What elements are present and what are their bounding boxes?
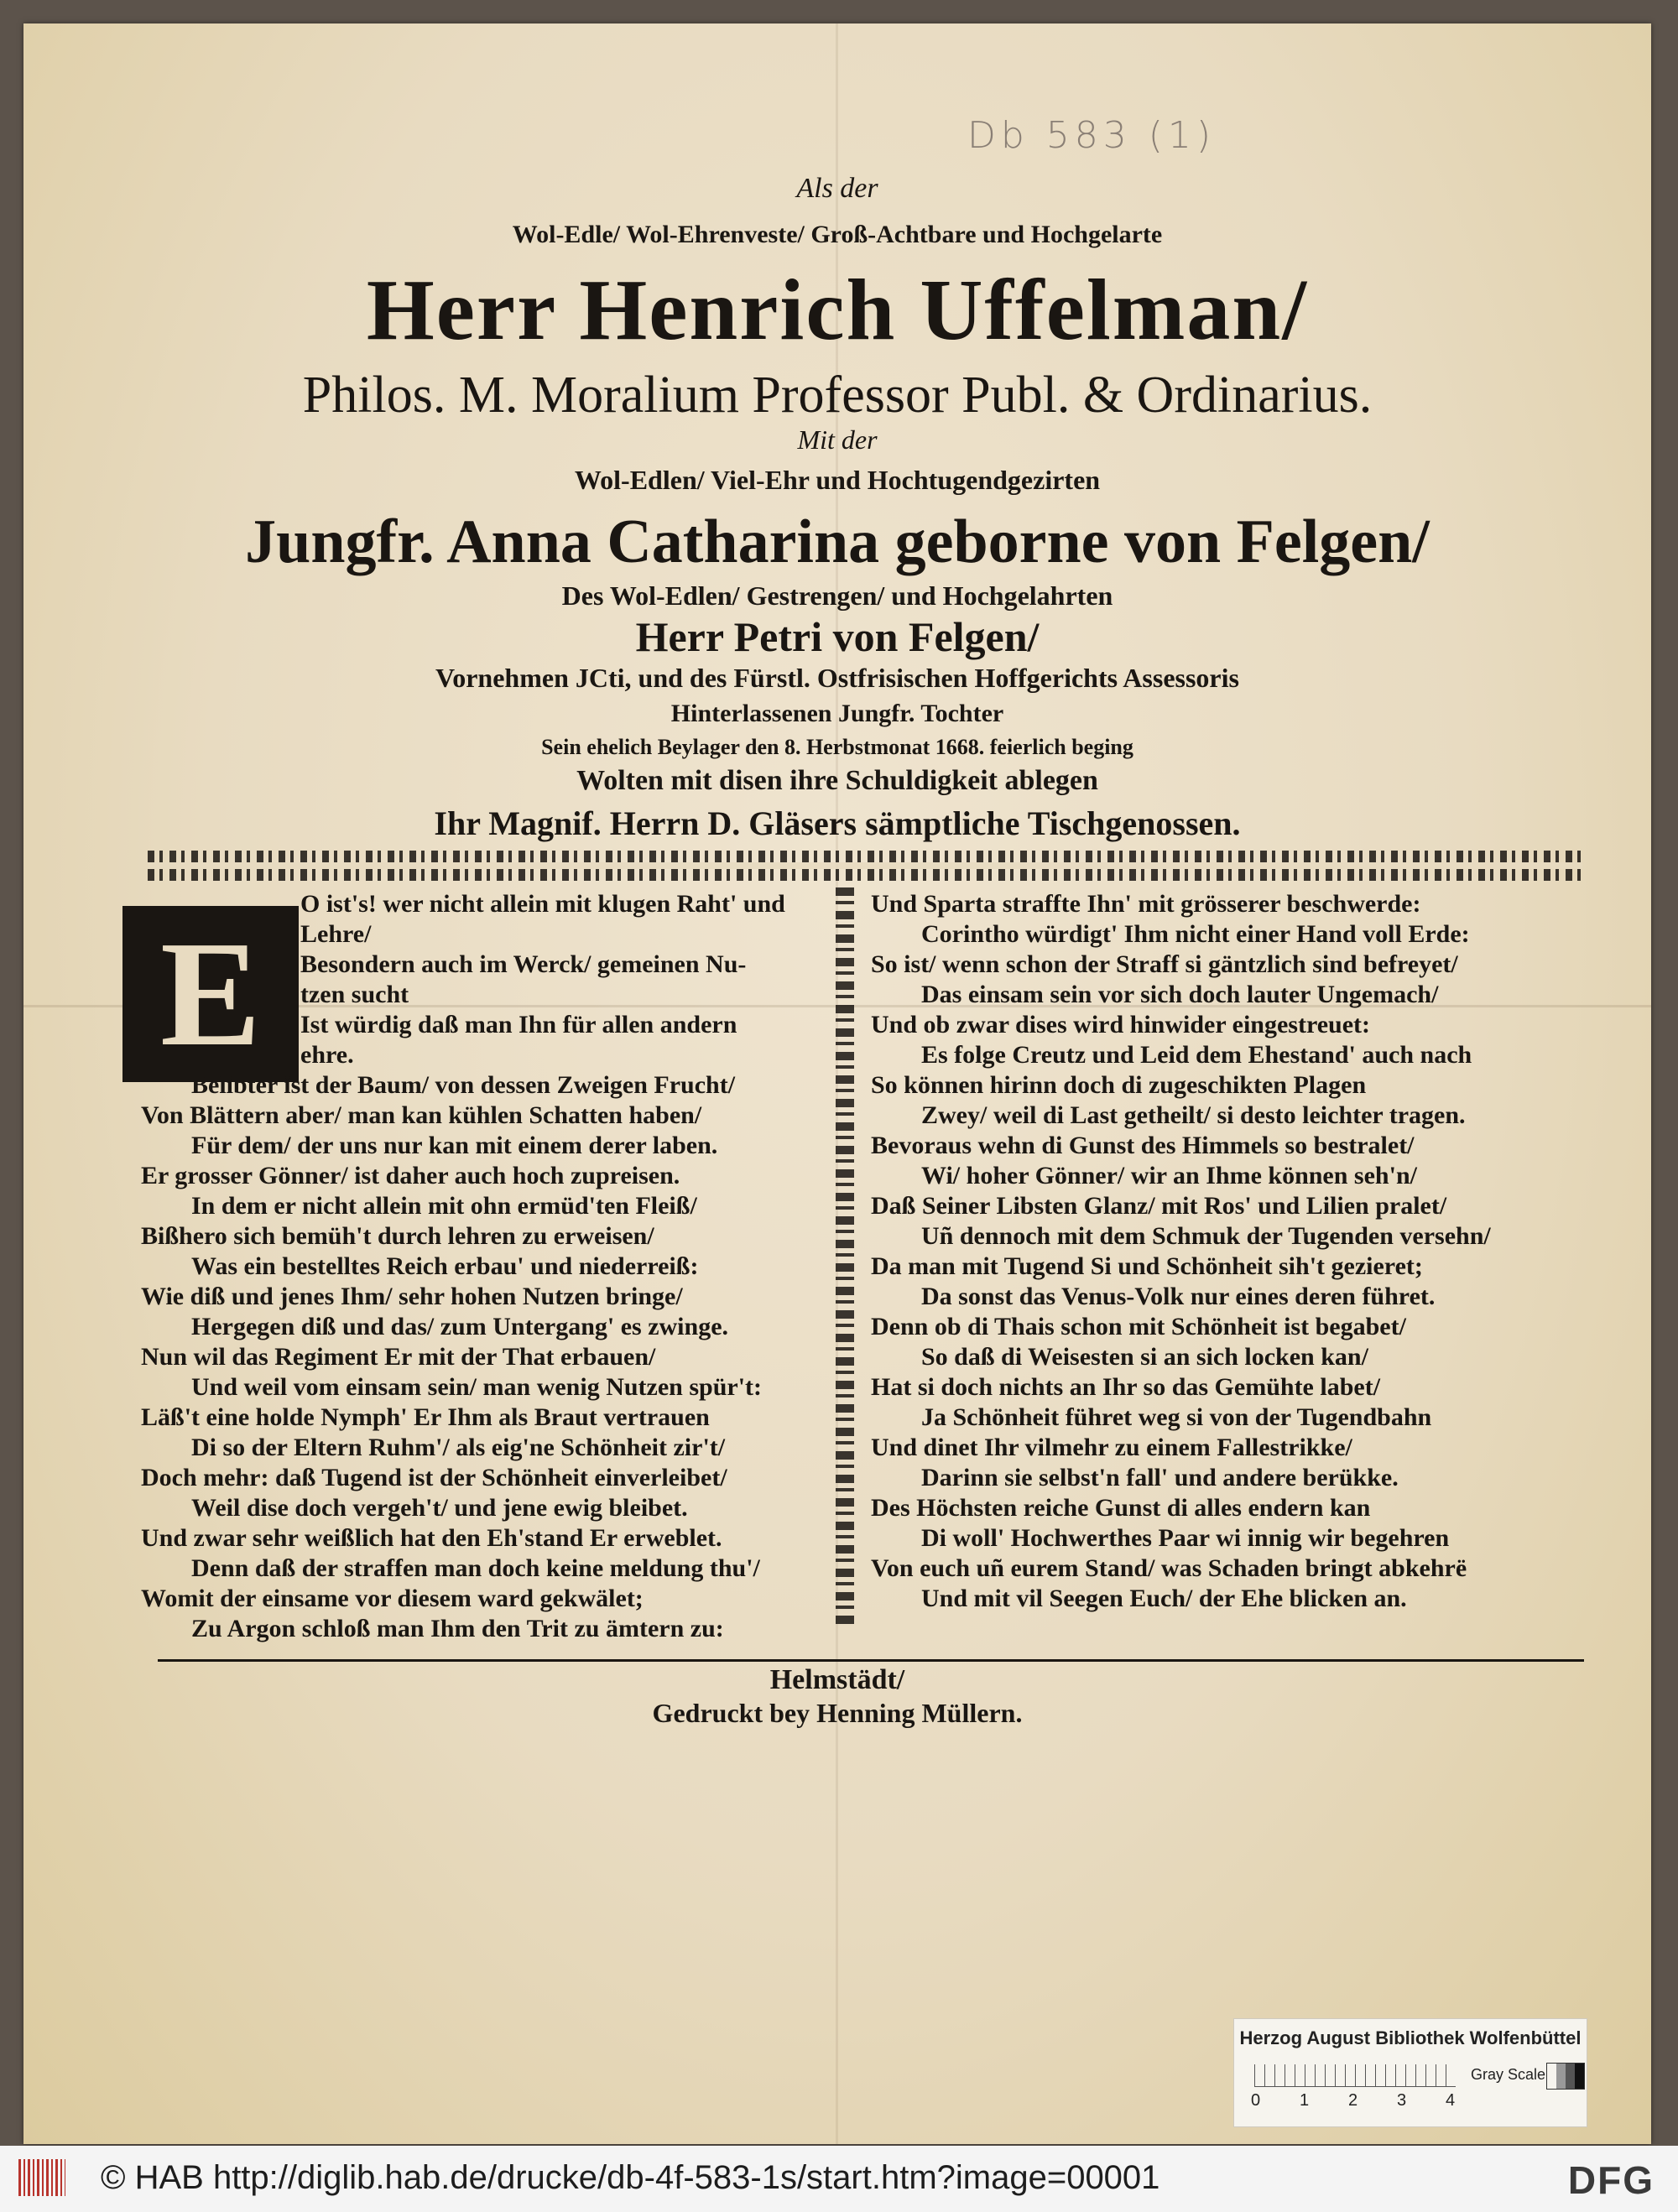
father-titles: Des Wol-Edlen/ Gestrengen/ und Hochgelahrten xyxy=(561,580,1113,611)
verse-line: Für dem/ der uns nur kan mit einem derer laben. xyxy=(191,1132,718,1159)
imprint-printer: Gedruckt bey Henning Müllern. xyxy=(652,1698,1023,1728)
authors-line: Ihr Magnif. Herrn D. Gläsers sämptliche Tischgenossen. xyxy=(434,804,1241,842)
verse-line: Di so der Eltern Ruhm'/ als eig'ne Schönheit zir't/ xyxy=(191,1434,726,1461)
verse-line: Nun wil das Regiment Er mit der That erbauen/ xyxy=(141,1343,656,1371)
verse-line: Und mit vil Seegen Euch/ der Ehe blicken an. xyxy=(921,1585,1407,1612)
verse-line: Hergegen diß und das/ zum Untergang' es zwinge. xyxy=(191,1313,729,1340)
card-title: Herzog August Bibliothek Wolfenbüttel xyxy=(1239,2027,1582,2048)
verse-line: Läß't eine holde Nymph' Er Ihm als Braut vertrauen xyxy=(141,1403,710,1431)
verse-line: Was ein bestelltes Reich erbau' und niederreiß: xyxy=(191,1252,699,1280)
verse-line: Zu Argon schloß man Ihm den Trit zu ämtern zu: xyxy=(191,1615,724,1642)
verse-line: Ja Schönheit führet weg si von der Tugendbahn xyxy=(921,1403,1432,1431)
heading-mit-der: Mit der xyxy=(797,424,878,455)
verse-line: Des Höchsten reiche Gunst di alles endern kan xyxy=(871,1494,1371,1522)
verse-line: Da sonst das Venus-Volk nur eines deren führet. xyxy=(921,1283,1436,1310)
ruler-scale xyxy=(1254,2064,1456,2087)
dedication-line: Wolten mit disen ihre Schuldigkeit ablegen xyxy=(576,765,1098,796)
verse-line: So ist/ wenn schon der Straff si gäntzlich sind befreyet/ xyxy=(871,950,1458,978)
verse-line: Denn daß der straffen man doch keine meldung thu'/ xyxy=(191,1554,760,1582)
ruler-number: 0 xyxy=(1251,2091,1261,2110)
bride-titles: Wol-Edlen/ Viel-Ehr und Hochtugendgezirten xyxy=(574,465,1101,495)
footer-copyright-url[interactable]: © HAB http://diglib.hab.de/drucke/db-4f-583-1s/start.htm?image=00001 xyxy=(101,2159,1160,2196)
verse-line: O ist's! wer nicht allein mit klugen Raht' und xyxy=(300,890,785,918)
dfg-logo: DFG xyxy=(1567,2158,1655,2202)
verse-line: Di woll' Hochwerthes Paar wi innig wir begehren xyxy=(921,1524,1450,1552)
verse-line: ehre. xyxy=(300,1041,354,1069)
verse-line: Daß Seiner Libsten Glanz/ mit Ros' und Lilien pralet/ xyxy=(871,1192,1447,1220)
verse-line: Denn ob di Thais schon mit Schönheit ist begabet/ xyxy=(871,1313,1406,1340)
verse-line: Wi/ hoher Gönner/ wir an Ihme können seh'n/ xyxy=(921,1162,1417,1189)
wedding-date-line: Sein ehelich Beylager den 8. Herbstmonat 1668. feierlich beging xyxy=(541,735,1133,759)
verse-line: Doch mehr: daß Tugend ist der Schönheit einverleibet/ xyxy=(141,1464,727,1491)
verse-line: Und zwar sehr weißlich hat den Eh'stand Er erweblet. xyxy=(141,1524,722,1552)
ruler-number: 2 xyxy=(1348,2091,1358,2110)
poem-column-right xyxy=(871,889,1609,1614)
verse-line: Von euch uñ eurem Stand/ was Schaden bringt abkehrë xyxy=(871,1554,1467,1582)
gray-scale-label: Gray Scale xyxy=(1471,2066,1546,2083)
verse-line: Das einsam sein vor sich doch lauter Ungemach/ xyxy=(921,981,1439,1008)
verse-line: Von Blättern aber/ man kan kühlen Schatten haben/ xyxy=(141,1101,702,1129)
verse-line: Zwey/ weil di Last getheilt/ si desto leichter tragen. xyxy=(921,1101,1466,1129)
verse-line: Da man mit Tugend Si und Schönheit sih't gezieret; xyxy=(871,1252,1423,1280)
verse-line: In dem er nicht allein mit ohn ermüd'ten Fleiß/ xyxy=(191,1192,697,1220)
verse-line: tzen sucht xyxy=(300,981,409,1008)
verse-line: Hat si doch nichts an Ihr so das Gemühte labet/ xyxy=(871,1373,1381,1401)
verse-line: Belibter ist der Baum/ von dessen Zweigen Frucht/ xyxy=(191,1071,736,1099)
verse-line: Und ob zwar dises wird hinwider eingestreuet: xyxy=(871,1011,1371,1038)
bride-name: Jungfr. Anna Catharina geborne von Felgen/ xyxy=(245,507,1430,576)
grayscale-card xyxy=(1233,2018,1587,2127)
initial-letter: E xyxy=(159,910,262,1077)
gray-swatches xyxy=(1546,2063,1585,2090)
footer-rule xyxy=(158,1659,1584,1662)
verse-line: Corintho würdigt' Ihm nicht einer Hand voll Erde: xyxy=(921,920,1470,948)
verse-line: Darinn sie selbst'n fall' und andere berükke. xyxy=(921,1464,1399,1491)
verse-line: So daß di Weisesten si an sich locken kan/ xyxy=(921,1343,1368,1371)
ruler-number: 4 xyxy=(1446,2091,1456,2110)
heading-als-der: Als der xyxy=(796,173,878,204)
verse-line: Besondern auch im Werck/ gemeinen Nu- xyxy=(300,950,747,978)
father-name: Herr Petri von Felgen/ xyxy=(635,613,1040,660)
verse-line: Er grosser Gönner/ ist daher auch hoch zupreisen. xyxy=(141,1162,680,1189)
ruler-number: 1 xyxy=(1300,2091,1310,2110)
column-divider-ornament xyxy=(836,887,854,1626)
document-sheet xyxy=(23,23,1651,2144)
verse-line: Es folge Creutz und Leid dem Ehestand' auch nach xyxy=(921,1041,1472,1069)
verse-line: Und dinet Ihr vilmehr zu einem Fallestrikke/ xyxy=(871,1434,1352,1461)
hab-logo-icon xyxy=(18,2159,65,2196)
verse-line: Ist würdig daß man Ihn für allen andern xyxy=(300,1011,737,1038)
father-position: Vornehmen JCti, und des Fürstl. Ostfrisischen Hoffgerichts Assessoris xyxy=(435,663,1239,693)
verse-line: Und Sparta straffte Ihn' mit grösserer beschwerde: xyxy=(871,890,1421,918)
verse-line: Wie diß und jenes Ihm/ sehr hohen Nutzen bringe/ xyxy=(141,1283,683,1310)
shelfmark: Db 583 (1) xyxy=(967,114,1217,157)
ornament-border xyxy=(148,851,1582,881)
verse-line: Weil dise doch vergeh't/ und jene ewig bleibet. xyxy=(191,1494,688,1522)
imprint-place: Helmstädt/ xyxy=(769,1664,905,1695)
ruler-number: 3 xyxy=(1397,2091,1407,2110)
verse-line: Bißhero sich bemüh't durch lehren zu erweisen/ xyxy=(141,1222,654,1250)
groom-name: Herr Henrich Uffelman/ xyxy=(366,262,1309,358)
verse-line: Lehre/ xyxy=(300,920,372,948)
footer-bar xyxy=(0,2146,1678,2212)
verse-line: Womit der einsame vor diesem ward gekwälet; xyxy=(141,1585,644,1612)
groom-position: Philos. M. Moralium Professor Publ. & Ordinarius. xyxy=(302,367,1373,424)
verse-line: Uñ dennoch mit dem Schmuk der Tugenden versehn/ xyxy=(921,1222,1491,1250)
daughter-line: Hinterlassenen Jungfr. Tochter xyxy=(670,700,1004,727)
verse-line: Bevoraus wehn di Gunst des Himmels so bestralet/ xyxy=(871,1132,1415,1159)
poem-column-left xyxy=(141,889,829,1644)
verse-line: Und weil vom einsam sein/ man wenig Nutzen spür't: xyxy=(191,1373,763,1401)
heading-titles: Wol-Edle/ Wol-Ehrenveste/ Groß-Achtbare und Hochgelarte xyxy=(512,221,1163,248)
verse-line: So können hirinn doch di zugeschikten Plagen xyxy=(871,1071,1367,1099)
